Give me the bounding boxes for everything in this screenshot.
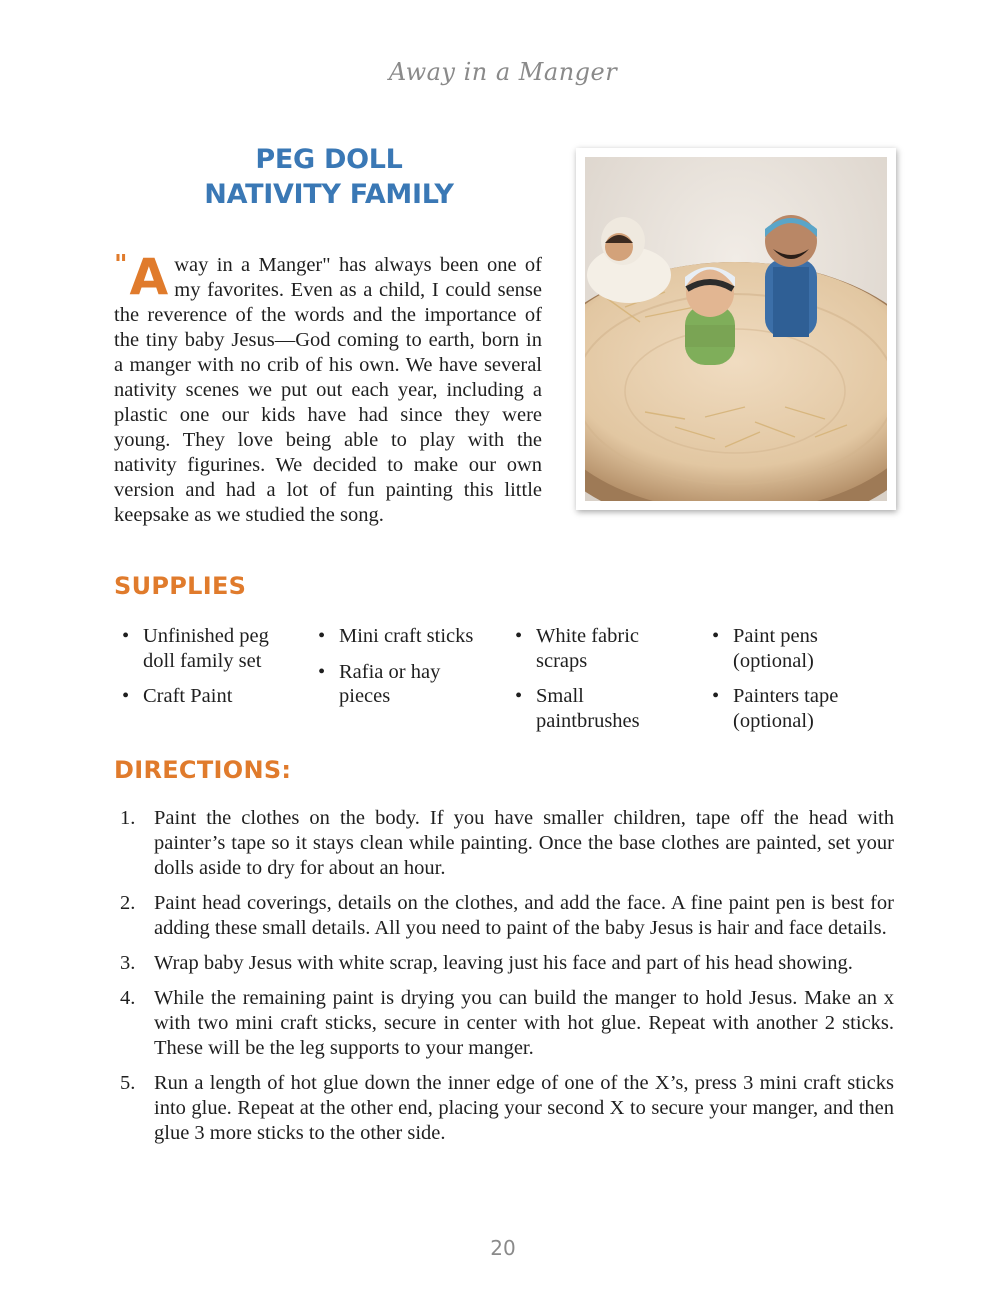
supply-item: • Unfinished peg doll family set	[122, 625, 269, 672]
supplies-column-4	[708, 624, 888, 744]
supply-item: • Rafia or hay pieces	[318, 660, 441, 707]
nativity-photo	[576, 148, 896, 510]
supplies-heading: SUPPLIES	[114, 572, 247, 600]
peg-doll-nativity-image	[585, 157, 887, 501]
supplies-column-1	[118, 624, 298, 720]
direction-step: 2. Paint head coverings, details on the clothes, and add the face. A fine paint pen is best for adding these small details. All you need to paint of the baby Jesus is hair and face details.	[120, 892, 894, 939]
supply-item: • Craft Paint	[122, 685, 233, 707]
directions-heading: DIRECTIONS:	[114, 756, 292, 784]
title-line-1: PEG DOLL	[255, 144, 403, 175]
direction-step: 5. Run a length of hot glue down the inner edge of one of the X’s, press 3 mini craft sticks into glue. Repeat at the other end, placing your second X to secure your manger, and then glue 3 more sticks to the other side.	[120, 1072, 894, 1144]
drop-cap	[114, 248, 169, 306]
running-head: Away in a Manger	[388, 58, 618, 86]
supplies-column-3	[511, 624, 691, 744]
supplies-column-2	[314, 624, 494, 720]
direction-step: 3. Wrap baby Jesus with white scrap, leaving just his face and part of his head showing.	[120, 952, 853, 974]
direction-step: 4. While the remaining paint is drying you can build the manger to hold Jesus. Make an x with two mini craft sticks, secure in center with hot glue. Repeat with another 2 sticks. These will be the leg supports to your manger.	[120, 987, 894, 1059]
page-number: 20	[490, 1236, 516, 1260]
intro-text: way in a Manger" has always been one of my favorites. Even as a child, I could sense the reverence of the words and the importance of the tiny baby Jesus—God coming to earth, born in a manger with no crib of his own. We have several nativity scenes we put out each year, including a plastic one our kids have had since they were young. They love being able to play with the nativity figurines. We decided to make our own version and had a lot of fun painting this little keepsake as we studied the song.	[114, 254, 542, 526]
supplies-list	[118, 624, 918, 744]
supply-item: • Small paintbrushes	[515, 685, 640, 732]
direction-step: 1. Paint the clothes on the body. If you have smaller children, tape off the head with painter’s tape so it stays clean while painting. Once the base clothes are painted, set your dolls aside to dry for about an hour.	[120, 807, 894, 879]
supply-item: • Paint pens (optional)	[712, 625, 818, 672]
drop-cap-letter: A	[129, 248, 169, 306]
page-title	[114, 142, 544, 212]
drop-cap-quote: "	[114, 250, 128, 280]
title-line-2: NATIVITY FAMILY	[204, 179, 454, 210]
intro-paragraph	[114, 248, 542, 528]
supply-item: • White fabric scraps	[515, 625, 640, 672]
directions-list	[118, 806, 894, 1156]
supply-item: • Mini craft sticks	[318, 625, 474, 647]
supply-item: • Painters tape (optional)	[712, 685, 839, 732]
